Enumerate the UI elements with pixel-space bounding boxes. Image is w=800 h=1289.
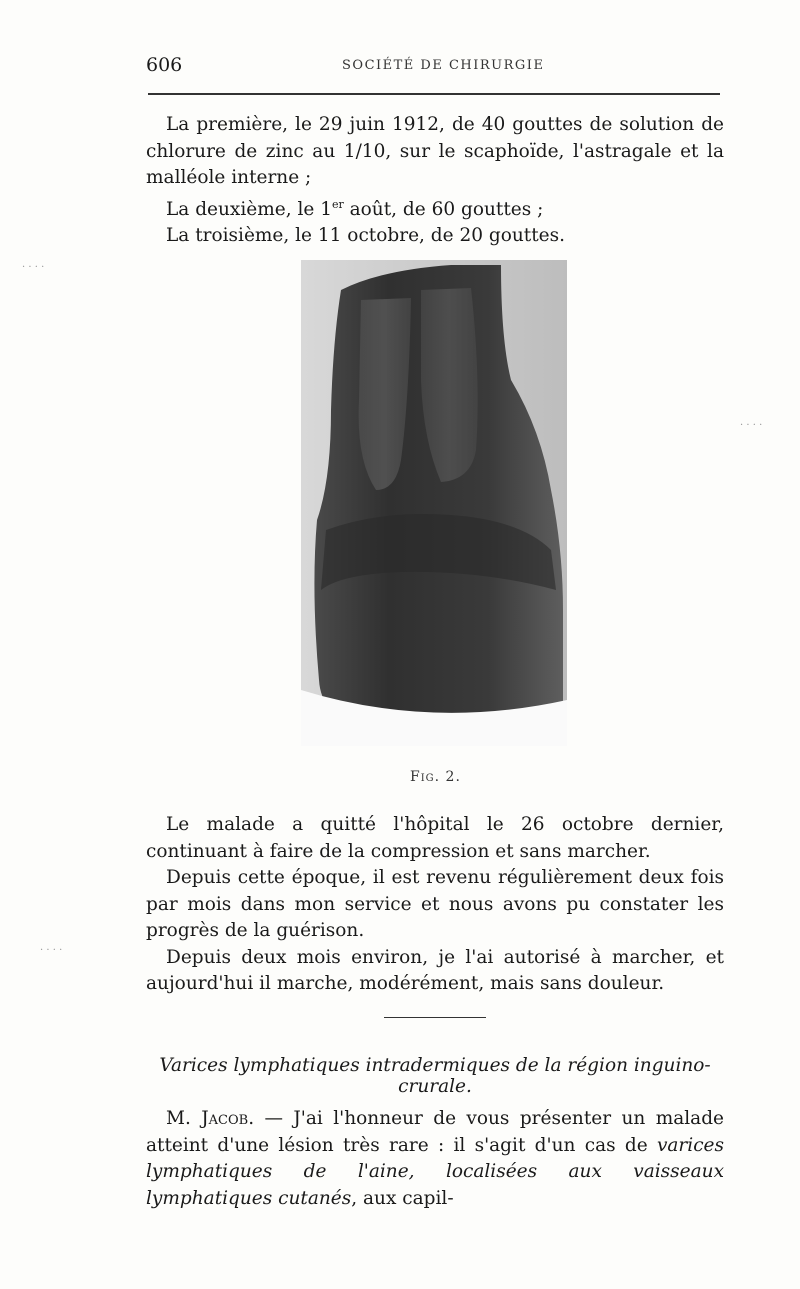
margin-smudge: · · · · (22, 262, 45, 273)
injection-second (146, 192, 724, 224)
running-title: SOCIÉTÉ DE CHIRURGIE (342, 58, 545, 73)
figure-caption (410, 769, 461, 785)
section-text-1: — J'ai l'honneur de vous présenter un malade atteint d'une lésion très rare : il s'agit d'un cas de (146, 1108, 725, 1156)
injection-list (146, 112, 724, 250)
page-header (146, 54, 724, 84)
injection-second-sup: er (331, 197, 344, 211)
injection-third: La troisième, le 11 octobre, de 20 gouttes. (166, 225, 565, 247)
margin-smudge: · · · · (740, 420, 763, 431)
xray-image (301, 260, 567, 746)
section-author: M. Jacob. (166, 1108, 255, 1129)
margin-smudge: · · · · (40, 945, 63, 956)
injection-first: La première, le 29 juin 1912, de 40 gouttes de solution de chlorure de zinc au 1/10, sur le scaphoïde, l'astragale et la malléole interne ; (146, 114, 724, 188)
followup-paragraph-2: Depuis cette époque, il est revenu régulièrement deux fois par mois dans mon service et nous avons pu constater les progrès de la guérison. (146, 867, 724, 941)
section-text-2: , aux capil- (351, 1187, 454, 1209)
figure-caption-text: Fig. 2. (410, 769, 461, 785)
section-paragraph (146, 1106, 724, 1212)
xray-figure (301, 260, 567, 746)
followup-text (146, 812, 724, 998)
section-body (146, 1106, 724, 1212)
section-divider (384, 1017, 486, 1018)
page-number: 606 (146, 54, 183, 76)
injection-second-text: La deuxième, le 1 (166, 198, 332, 220)
followup-paragraph-3: Depuis deux mois environ, je l'ai autorisé à marcher, et aujourd'hui il marche, modérément, mais sans douleur. (146, 946, 724, 994)
followup-paragraph-1: Le malade a quitté l'hôpital le 26 octobre dernier, continuant à faire de la compression et sans marcher. (146, 814, 724, 862)
injection-second-rest: août, de 60 gouttes ; (343, 198, 544, 220)
section-title: Varices lymphatiques intradermiques de la région inguino-crurale. (159, 1055, 711, 1097)
section-emphasis: varices lymphatiques de l'aine, localisées aux vaisseaux lymphatiques cutanés (146, 1134, 724, 1209)
header-rule (148, 93, 720, 95)
